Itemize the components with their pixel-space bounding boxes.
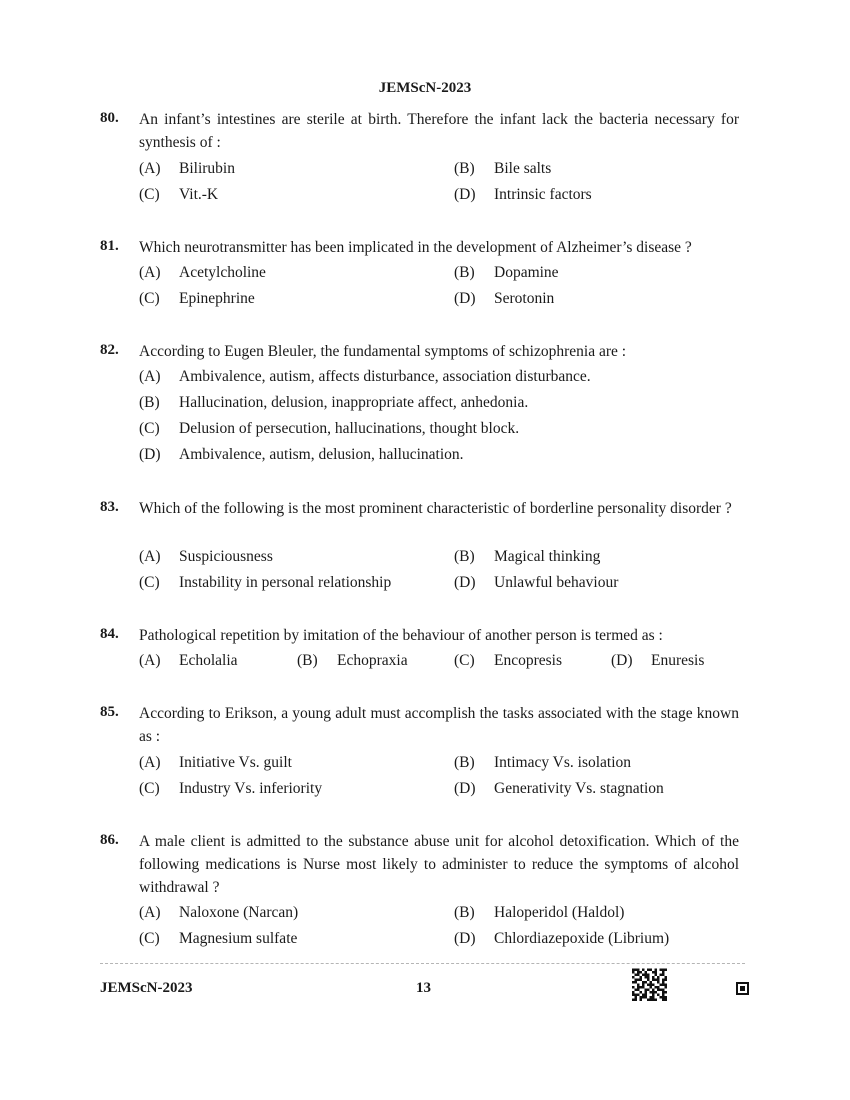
option-label: (A) — [139, 904, 161, 921]
option-text: Vit.-K — [179, 186, 219, 203]
option-text: Encopresis — [494, 652, 563, 669]
question-number: 85. — [100, 704, 119, 720]
option-text: Bilirubin — [179, 160, 235, 177]
question-text: Which of the following is the most prominent characteristic of borderline personality disorder ? — [139, 500, 732, 517]
option-label: (D) — [454, 186, 476, 203]
option-text: Suspiciousness — [179, 548, 273, 565]
option-text: Magnesium sulfate — [179, 930, 298, 947]
option-label: (A) — [139, 754, 161, 771]
option-text: Magical thinking — [494, 548, 601, 565]
option-text: Chlordiazepoxide (Librium) — [494, 930, 670, 947]
question-number: 81. — [100, 238, 119, 254]
option-label: (C) — [139, 780, 160, 797]
qr-code-icon — [632, 968, 667, 1001]
option-label: (C) — [139, 930, 160, 947]
question-number: 82. — [100, 342, 119, 358]
option-label: (D) — [611, 652, 633, 669]
option-text: Generativity Vs. stagnation — [494, 780, 664, 797]
option-label: (C) — [139, 186, 160, 203]
option-text: Hallucination, delusion, inappropriate affect, anhedonia. — [179, 394, 529, 411]
option-text: Instability in personal relationship — [179, 574, 392, 591]
option-text: Initiative Vs. guilt — [179, 754, 292, 771]
option-text: Serotonin — [494, 290, 555, 307]
option-label: (B) — [454, 904, 475, 921]
option-label: (A) — [139, 652, 161, 669]
option-text: Delusion of persecution, hallucinations, thought block. — [179, 420, 520, 437]
option-text: Haloperidol (Haldol) — [494, 904, 625, 921]
footer-divider — [100, 963, 745, 964]
option-text: Naloxone (Narcan) — [179, 904, 299, 921]
option-text: Epinephrine — [179, 290, 255, 307]
option-label: (B) — [297, 652, 318, 669]
option-text: Ambivalence, autism, delusion, hallucination. — [179, 446, 464, 463]
option-text: Intrinsic factors — [494, 186, 592, 203]
option-text: Bile salts — [494, 160, 552, 177]
option-label: (A) — [139, 548, 161, 565]
question-number: 84. — [100, 626, 119, 642]
option-label: (D) — [139, 446, 161, 463]
option-label: (B) — [454, 754, 475, 771]
footer-code: JEMScN-2023 — [100, 980, 193, 996]
option-text: Acetylcholine — [179, 264, 266, 281]
option-text: Intimacy Vs. isolation — [494, 754, 632, 771]
option-text: Enuresis — [651, 652, 705, 669]
question-text: Which neurotransmitter has been implicated in the development of Alzheimer’s disease ? — [139, 239, 692, 256]
question-number: 80. — [100, 110, 119, 126]
option-label: (A) — [139, 368, 161, 385]
option-label: (D) — [454, 780, 476, 797]
option-label: (B) — [454, 160, 475, 177]
option-text: Unlawful behaviour — [494, 574, 619, 591]
option-text: Dopamine — [494, 264, 559, 281]
question-text: An infant’s intestines are sterile at birth. Therefore the infant lack the bacteria necessary for synthesis of : — [139, 111, 739, 151]
option-label: (B) — [454, 548, 475, 565]
option-label: (D) — [454, 574, 476, 591]
question-number: 86. — [100, 832, 119, 848]
question-text: According to Eugen Bleuler, the fundamental symptoms of schizophrenia are : — [139, 343, 627, 360]
question-text: Pathological repetition by imitation of the behaviour of another person is termed as : — [139, 627, 663, 644]
page-number: 13 — [416, 980, 431, 996]
question-number: 83. — [100, 499, 119, 515]
option-label: (B) — [454, 264, 475, 281]
option-text: Echopraxia — [337, 652, 408, 669]
option-label: (D) — [454, 290, 476, 307]
question-text: A male client is admitted to the substance abuse unit for alcohol detoxification. Which of the following medications is Nurse most likely to administer to reduce the symptoms of alcohol withdrawal ? — [139, 833, 739, 896]
option-label: (B) — [139, 394, 160, 411]
option-label: (A) — [139, 264, 161, 281]
option-label: (C) — [139, 420, 160, 437]
option-label: (C) — [139, 290, 160, 307]
option-label: (A) — [139, 160, 161, 177]
option-text: Industry Vs. inferiority — [179, 780, 323, 797]
option-label: (C) — [454, 652, 475, 669]
option-label: (C) — [139, 574, 160, 591]
option-text: Ambivalence, autism, affects disturbance, association disturbance. — [179, 368, 591, 385]
option-text: Echolalia — [179, 652, 238, 669]
option-label: (D) — [454, 930, 476, 947]
corner-marker-icon — [736, 982, 749, 995]
question-text: According to Erikson, a young adult must accomplish the tasks associated with the stage known as : — [139, 705, 739, 745]
page-header-code: JEMScN-2023 — [378, 80, 472, 96]
